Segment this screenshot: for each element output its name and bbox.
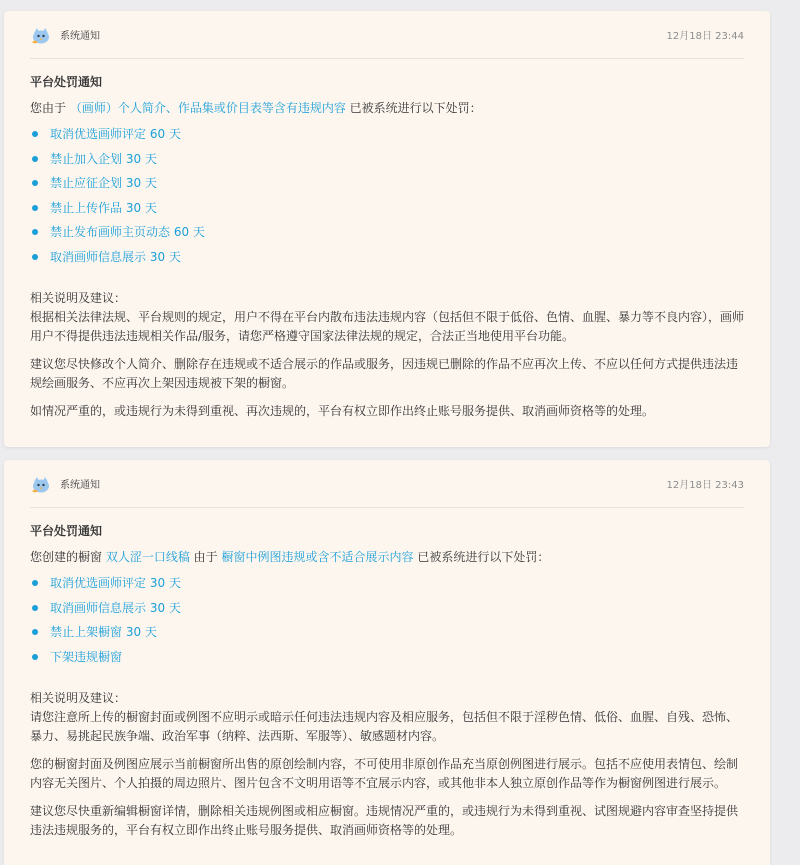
bullet-dot-icon (32, 654, 38, 660)
showcase-link[interactable]: 双人涩一口线稿 (105, 550, 190, 564)
violation-reason: （画师）个人简介、作品集或价目表等含有违规内容 (69, 101, 346, 115)
sender-name: 系统通知 (60, 31, 100, 42)
penalty-item (30, 596, 744, 621)
notice-intro (30, 547, 744, 567)
intro-suffix: 已被系统进行以下处罚： (345, 101, 482, 115)
penalty-text: 取消优选画师评定 60 天 (50, 127, 181, 142)
bullet-dot-icon (32, 605, 38, 611)
penalty-item (30, 620, 744, 645)
card-header (30, 460, 744, 508)
intro-middle: 由于 (189, 550, 222, 564)
notice-title: 平台处罚通知 (30, 524, 103, 538)
penalty-item (30, 220, 744, 245)
bullet-dot-icon (32, 254, 38, 260)
violation-reason: 橱窗中例图违规或含不适合展示内容 (221, 550, 414, 564)
explanation-paragraph: 请您注意所上传的橱窗封面或例图不应明示或暗示任何违法违规内容及相应服务，包括但不限于淫秽色情、低俗、血腥、自残、恐怖、暴力、易挑起民族争端、政治军事（纳粹、法西斯、军服等）、敏感题材内容。 (30, 710, 739, 743)
explanation-paragraph: 根据相关法律法规、平台规则的规定，用户不得在平台内散布违法违规内容（包括但不限于低俗、色情、血腥、暴力等不良内容），画师用户不得提供违法违规相关作品/服务，请您严格遵守国家法律法规的规定，合法正当地使用平台功能。 (30, 310, 745, 343)
penalty-item (30, 147, 744, 172)
explanation (30, 689, 744, 840)
bullet-dot-icon (32, 205, 38, 211)
penalty-item (30, 196, 744, 221)
penalty-text: 禁止加入企划 30 天 (50, 151, 157, 166)
bird-mascot-icon (30, 473, 52, 495)
notification-card (4, 460, 770, 865)
card-body (30, 59, 744, 421)
explanation-paragraph: 建议您尽快重新编辑橱窗详情，删除相关违规例图或相应橱窗。违规情况严重的，或违规行为未得到重视、试图规避内容审查坚持提供违法违规服务的，平台有权立即作出终止账号服务提供、取消画师资格等的处理。 (30, 804, 739, 837)
intro-prefix: 您由于 (30, 101, 70, 115)
bullet-dot-icon (32, 131, 38, 137)
penalty-text: 取消优选画师评定 30 天 (50, 576, 181, 591)
card-header (30, 11, 744, 59)
penalty-text: 禁止上传作品 30 天 (50, 200, 157, 215)
explanation-paragraph: 建议您尽快修改个人简介、删除存在违规或不适合展示的作品或服务，因违规已删除的作品不应再次上传、不应以任何方式提供违法违规绘画服务、不应再次上架因违规被下架的橱窗。 (30, 357, 739, 390)
explanation (30, 289, 744, 421)
bullet-dot-icon (32, 629, 38, 635)
penalty-text: 禁止应征企划 30 天 (50, 176, 157, 191)
explanation-paragraph: 如情况严重的，或违规行为未得到重视、再次违规的，平台有权立即作出终止账号服务提供、取消画师资格等的处理。 (30, 404, 655, 418)
timestamp: 12月18日 23:43 (666, 480, 744, 491)
penalty-list (30, 571, 744, 669)
bird-mascot-icon (30, 24, 52, 46)
bullet-dot-icon (32, 580, 38, 586)
penalty-text: 取消画师信息展示 30 天 (50, 600, 181, 615)
card-body (30, 508, 744, 840)
penalty-text: 禁止上架橱窗 30 天 (50, 625, 157, 640)
bullet-dot-icon (32, 180, 38, 186)
explanation-heading: 相关说明及建议： (30, 691, 127, 705)
notice-title: 平台处罚通知 (30, 75, 103, 89)
notification-card (4, 11, 770, 447)
penalty-item (30, 245, 744, 270)
penalty-item (30, 645, 744, 670)
penalty-text: 下架违规橱窗 (50, 649, 123, 664)
intro-suffix: 已被系统进行以下处罚： (413, 550, 550, 564)
penalty-item (30, 571, 744, 596)
explanation-paragraph: 您的橱窗封面及例图应展示当前橱窗所出售的原创绘制内容，不可使用非原创作品充当原创例图进行展示。包括不应使用表情包、绘制内容无关图片、个人拍摄的周边照片、图片包含不文明用语等不宜展示内容，或其他非本人独立原创作品等作为橱窗例图进行展示。 (30, 757, 739, 790)
penalty-item (30, 122, 744, 147)
timestamp: 12月18日 23:44 (666, 31, 744, 42)
penalty-list (30, 122, 744, 269)
intro-prefix: 您创建的橱窗 (30, 550, 106, 564)
notice-intro (30, 98, 744, 118)
penalty-text: 取消画师信息展示 30 天 (50, 249, 181, 264)
explanation-heading: 相关说明及建议： (30, 291, 127, 305)
bullet-dot-icon (32, 229, 38, 235)
bullet-dot-icon (32, 156, 38, 162)
sender-name: 系统通知 (60, 480, 100, 491)
penalty-item (30, 171, 744, 196)
penalty-text: 禁止发布画师主页动态 60 天 (50, 225, 205, 240)
